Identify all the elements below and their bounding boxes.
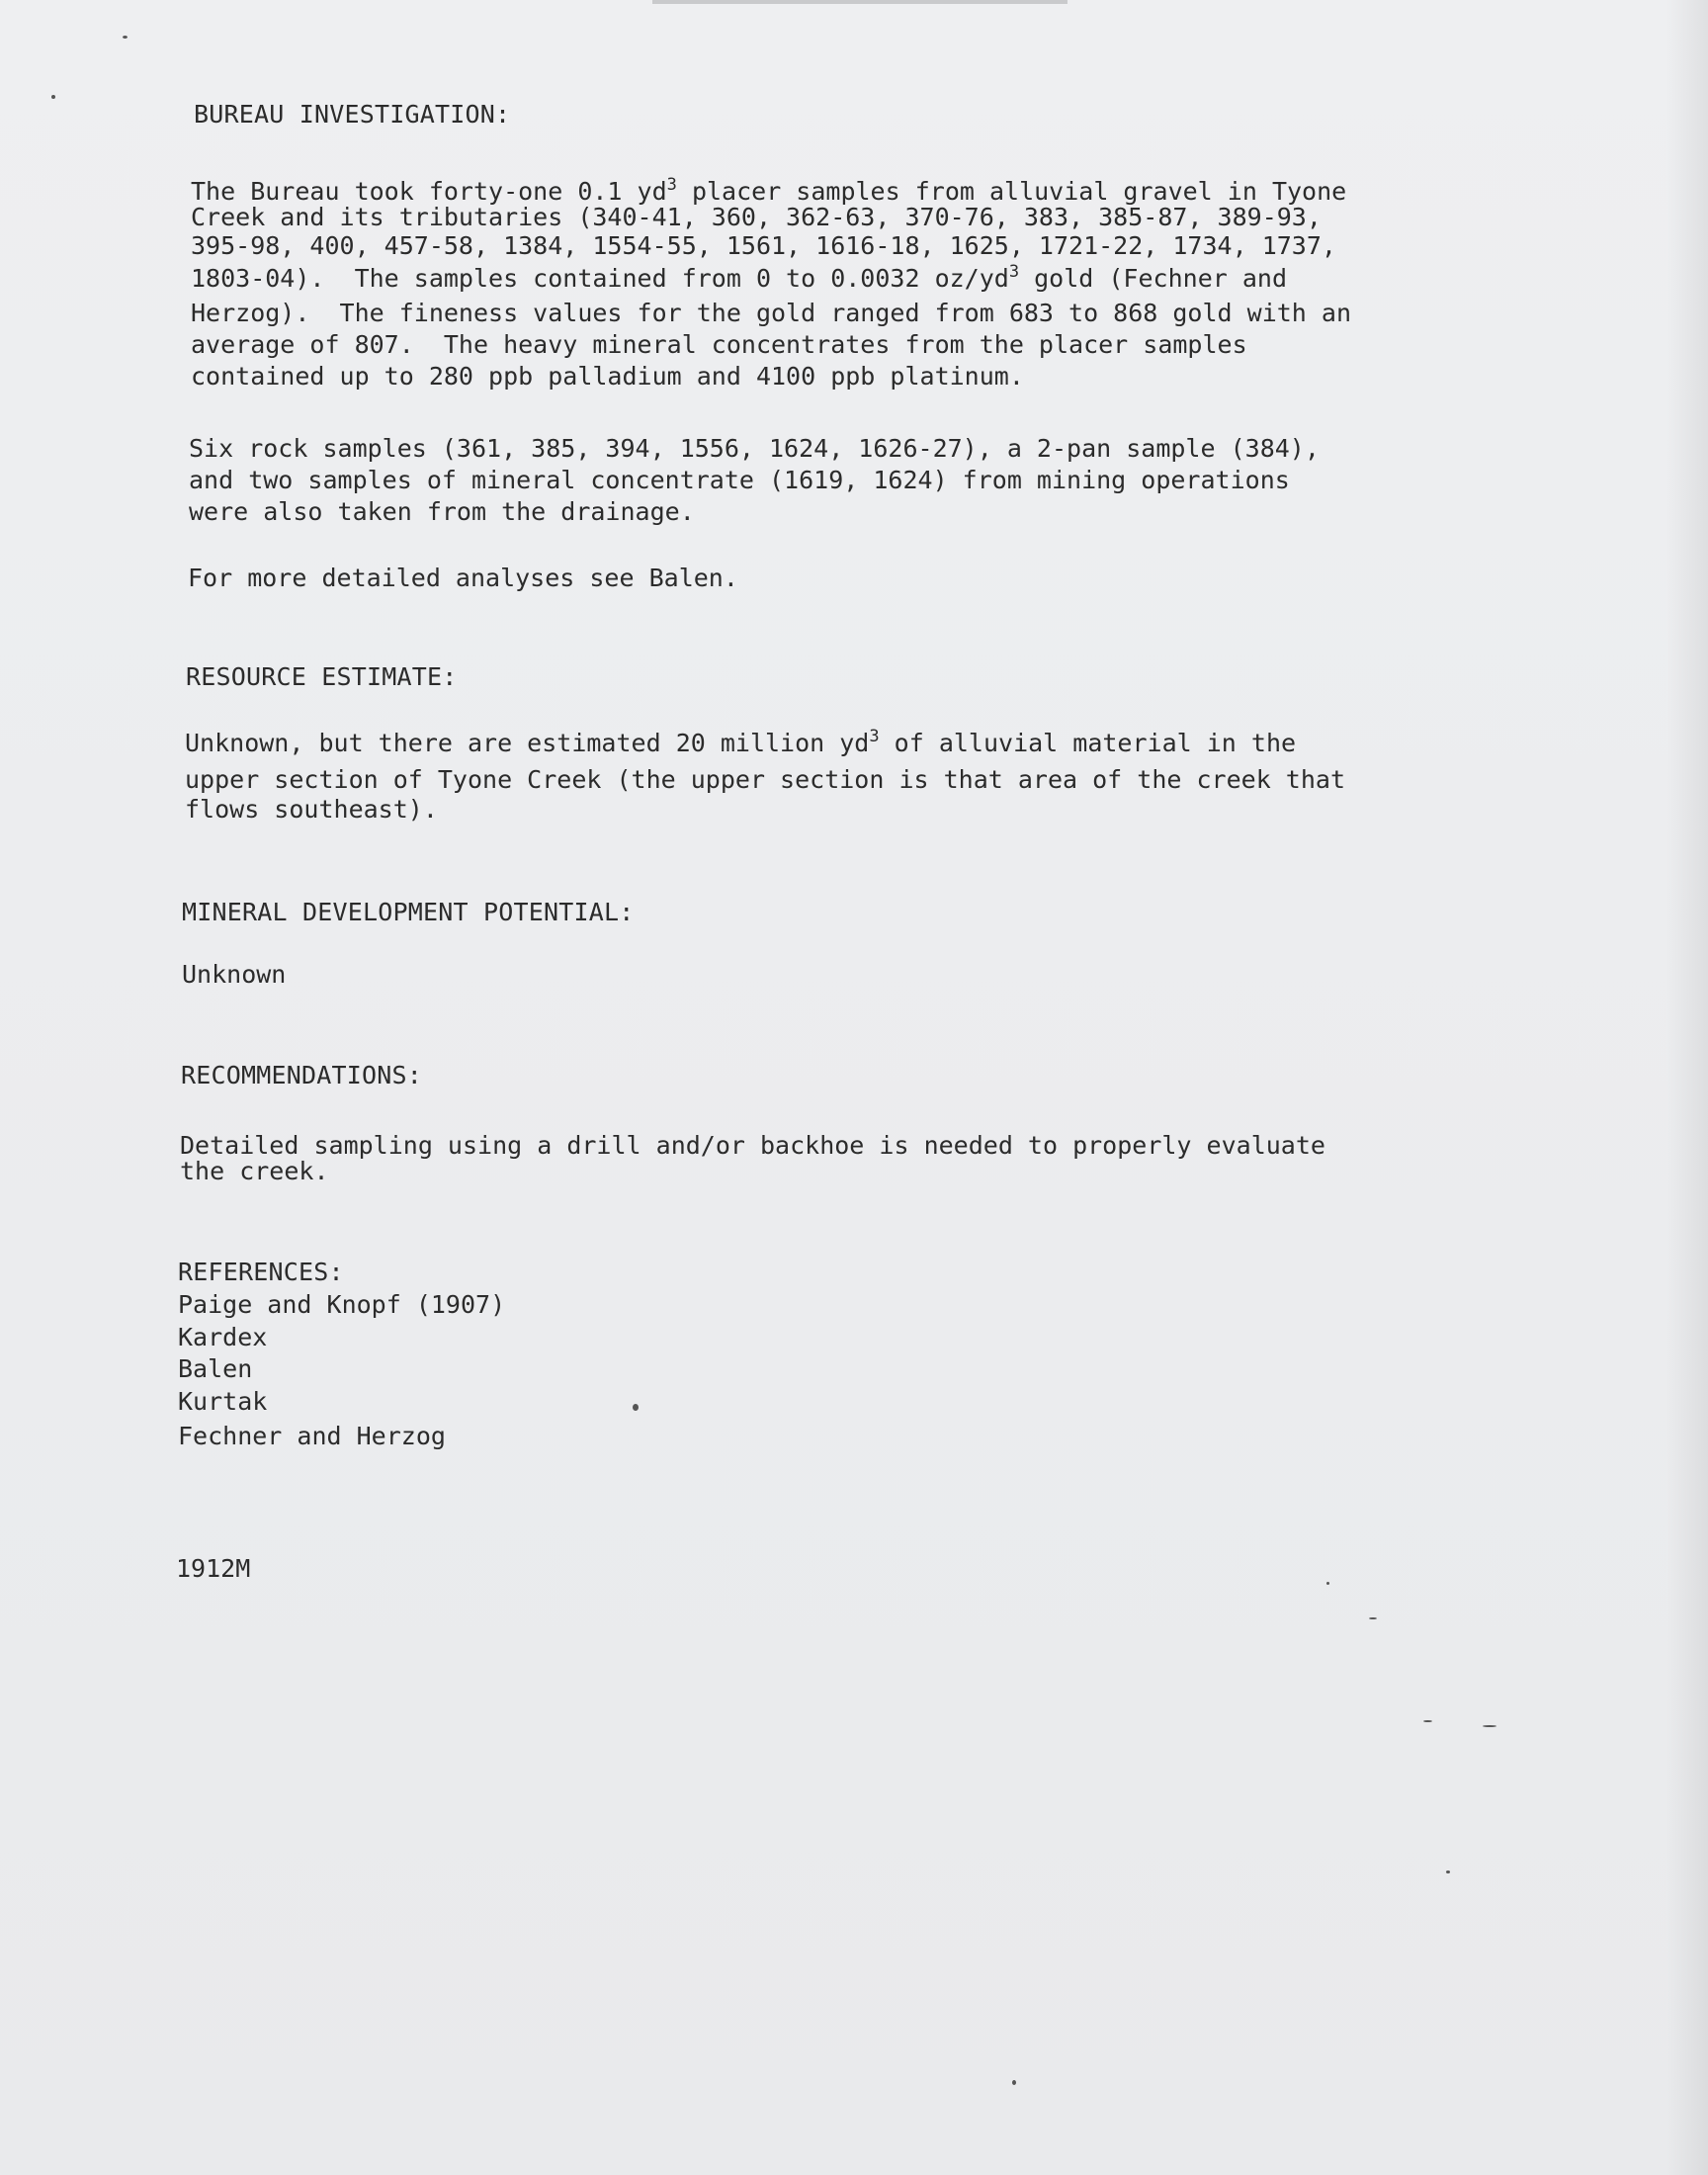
bureau-paragraph-line: Creek and its tributaries (340-41, 360, 362-63, 370-76, 383, 385-87, 389-93, xyxy=(191,203,1322,231)
bureau-heading: BUREAU INVESTIGATION: xyxy=(194,100,511,129)
superscript: 3 xyxy=(666,175,677,195)
recommendations-heading: RECOMMENDATIONS: xyxy=(181,1061,423,1089)
speck xyxy=(1369,1617,1377,1619)
resource-paragraph-line: upper section of Tyone Creek (the upper section is that area of the creek that xyxy=(185,765,1345,794)
resource-paragraph-line: flows southeast). xyxy=(185,795,438,824)
speck xyxy=(51,95,55,99)
resource-heading: RESOURCE ESTIMATE: xyxy=(186,662,458,691)
text-run: gold (Fechner and xyxy=(1019,264,1288,293)
speck xyxy=(633,1404,639,1411)
speck xyxy=(1423,1720,1432,1722)
page-top-edge xyxy=(652,0,1068,4)
text-run: 1803-04). The samples contained from 0 to 0.0032 oz/yd xyxy=(191,264,1009,293)
resource-paragraph-line xyxy=(185,727,1296,759)
bureau-paragraph-line: contained up to 280 ppb palladium and 4100 ppb platinum. xyxy=(191,362,1024,391)
speck xyxy=(1446,1870,1450,1873)
superscript: 3 xyxy=(869,727,880,746)
text-run: placer samples from alluvial gravel in Tyone xyxy=(676,177,1347,206)
bureau-paragraph-line: and two samples of mineral concentrate (1619, 1624) from mining operations xyxy=(189,466,1290,494)
reference-item: Fechner and Herzog xyxy=(178,1422,446,1450)
mineral-text: Unknown xyxy=(182,960,287,989)
speck xyxy=(123,36,128,39)
bureau-paragraph-line: For more detailed analyses see Balen. xyxy=(188,564,738,592)
reference-item: Kardex xyxy=(178,1323,268,1351)
mineral-heading: MINERAL DEVELOPMENT POTENTIAL: xyxy=(182,898,635,926)
recommendations-line: Detailed sampling using a drill and/or backhoe is needed to properly evaluate xyxy=(180,1131,1325,1160)
reference-item: Paige and Knopf (1907) xyxy=(178,1290,506,1319)
text-run: Unknown, but there are estimated 20 million yd xyxy=(185,729,870,757)
bureau-paragraph-line: average of 807. The heavy mineral concentrates from the placer samples xyxy=(191,330,1247,359)
speck xyxy=(1326,1582,1329,1585)
reference-item: Balen xyxy=(178,1354,253,1383)
document-code: 1912M xyxy=(176,1554,251,1583)
superscript: 3 xyxy=(1008,262,1020,282)
bureau-paragraph-line: were also taken from the drainage. xyxy=(189,497,695,526)
bureau-paragraph-line: Herzog). The fineness values for the gold ranged from 683 to 868 gold with an xyxy=(191,299,1351,327)
text-run: of alluvial material in the xyxy=(879,729,1297,757)
reference-item: Kurtak xyxy=(178,1387,268,1416)
bureau-paragraph-line xyxy=(191,262,1287,295)
bureau-paragraph-line: 395-98, 400, 457-58, 1384, 1554-55, 1561, 1616-18, 1625, 1721-22, 1734, 1737, xyxy=(191,231,1336,260)
references-heading: REFERENCES: xyxy=(178,1258,344,1286)
bureau-paragraph-line: Six rock samples (361, 385, 394, 1556, 1624, 1626-27), a 2-pan sample (384), xyxy=(189,434,1320,463)
page-shadow xyxy=(1666,0,1708,2175)
recommendations-line: the creek. xyxy=(180,1157,329,1185)
text-run: The Bureau took forty-one 0.1 yd xyxy=(191,177,667,206)
speck xyxy=(1012,2080,1016,2085)
speck xyxy=(1483,1725,1496,1727)
